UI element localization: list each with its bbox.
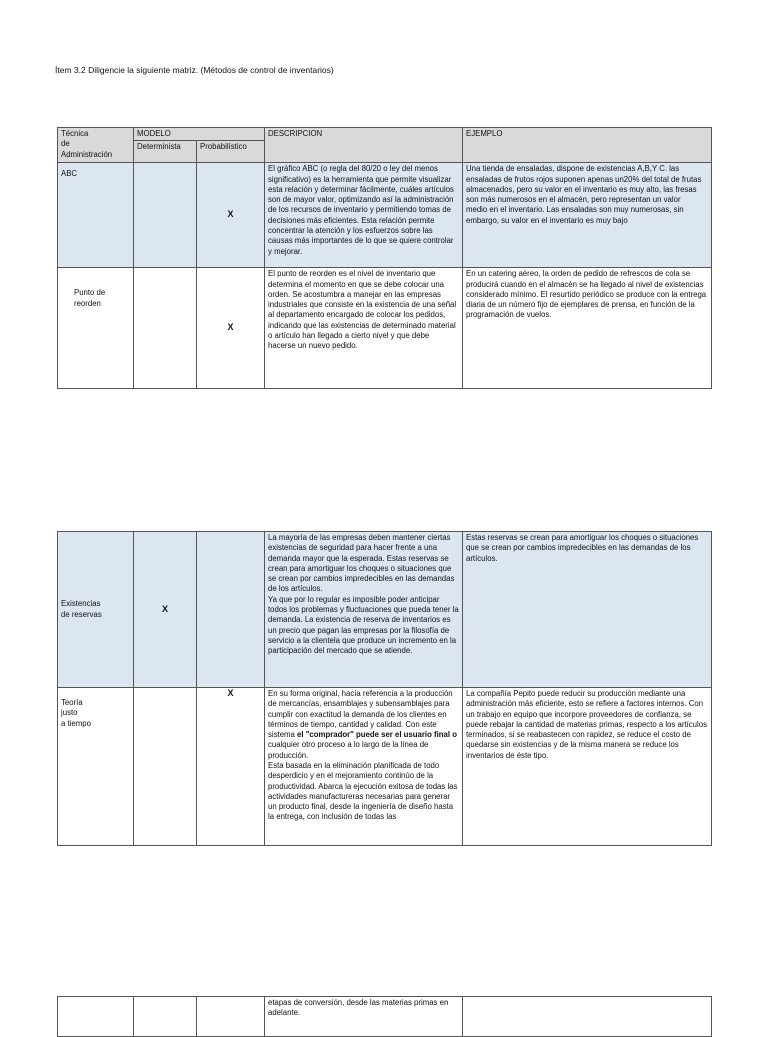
- tecnica-cell: Existencias de reservas: [58, 532, 134, 688]
- header-probabilistico: Probabilístico: [197, 141, 265, 163]
- descripcion-bold-text: el "comprador" puede ser el usuario final o: [297, 730, 457, 740]
- header-ejemplo: EJEMPLO: [463, 128, 712, 163]
- descripcion-text-b: cualquier otro proceso a lo largo de la línea de producción. Esta basada en la eliminación planificada de todo desperdicio y en el mejoramiento continúo de la productividad. Abarca la ejecución exitosa de todas las actividades manufactureras necesarias para generar un producto final, desde la ingeniería de diseño hasta la entrega, con inclusión de todas las: [268, 740, 458, 822]
- header-tecnica: Técnica de Administración: [58, 128, 134, 163]
- probabilistico-mark: X: [197, 268, 265, 389]
- table-row-abc: [58, 163, 712, 268]
- header-modelo: MODELO: [134, 128, 265, 141]
- probabilistico-mark: X: [197, 163, 265, 268]
- determinista-cell: [134, 688, 197, 846]
- ejemplo-cell: Una tienda de ensaladas, dispone de existencias A,B,Y C. las ensaladas de frutos rojos suponen apenas un20% del total de frutas almacenados, pero su valor en el inventario es muy alto, las fresas son más numerosos en el almacén, pero representan un valor medio en el inventario. Las ensaladas son muy numerosas, sin embargo, su valor en el inventario es muy bajo: [463, 163, 712, 268]
- tecnica-cell: [58, 997, 134, 1037]
- descripcion-cell: etapas de conversión, desde las materias primas en adelante.: [265, 997, 463, 1037]
- inventory-matrix-table-2: [57, 531, 712, 846]
- ejemplo-cell: Estas reservas se crean para amortiguar los choques o situaciones que se crean por cambios impredecibles en las demandas de los artículos.: [463, 532, 712, 688]
- probabilistico-mark: X: [197, 688, 265, 846]
- determinista-cell: [134, 997, 197, 1037]
- descripcion-cell: [265, 688, 463, 846]
- header-determinista: Determinista: [134, 141, 197, 163]
- descripcion-cell: El gráfico ABC (o regla del 80/20 o ley del menos significativo) es la herramienta que permite visualizar esta relación y determinar fácilmente, cuáles artículos son de mayor valor, optimizando así la administración de los recursos de inventario y permitiendo tomas de decisiones más eficientes. Esta relación permite concentrar la atención y los esfuerzos sobre las causas más importantes de lo que se quiere controlar y mejorar.: [265, 163, 463, 268]
- table-header-row: [58, 128, 712, 141]
- table-row-existencias-de-reservas: [58, 532, 712, 688]
- table-row-punto-de-reorden: [58, 268, 712, 389]
- tecnica-cell: ABC: [58, 163, 134, 268]
- descripcion-cell: El punto de reorden es el nivel de inventario que determina el momento en que se debe colocar una orden. Se acostumbra a manejar en las empresas industriales que consiste en la existencia de una señal al departamento encargado de colocar los pedidos, indicando que las existencias de determinado material o artículo han llegado a cierto nivel y que debe hacerse un nuevo pedido.: [265, 268, 463, 389]
- descripcion-cell: La mayoría de las empresas deben mantener ciertas existencias de seguridad para hacer frente a una demanda mayor que la esperada. Estas reservas se crean para amortiguar los choques o situaciones que se crean por cambios impredecibles en las demandas de los artículos. Ya que por lo regular es imposible poder anticipar todos los problemas y fluctuaciones que pueda tener la demanda. La existencia de reserva de inventarios es un precio que pagan las empresas por la filosofía de servicio a la clientela que produce un incremento en la participación del mercado que se atiende.: [265, 532, 463, 688]
- page-title: Ítem 3.2 Diligencie la siguiente matriz. (Métodos de control de inventarios): [55, 65, 334, 75]
- probabilistico-cell: [197, 997, 265, 1037]
- table-row-continuation: [58, 997, 712, 1037]
- ejemplo-cell: [463, 997, 712, 1037]
- tecnica-cell: Punto de reorden: [58, 268, 134, 389]
- table-row-teoria-justo-a-tiempo: [58, 688, 712, 846]
- probabilistico-cell: [197, 532, 265, 688]
- ejemplo-cell: En un catering aéreo, la orden de pedido de refrescos de cola se producirá cuando en el almacén se ha llegado al nivel de existencias considerado mínimo. El resurtido periódico se produce con la entrega diaria de un número fijo de ejemplares de prensa, en función de la programación de vuelos.: [463, 268, 712, 389]
- inventory-matrix-table-1: [57, 127, 712, 389]
- ejemplo-cell: La compañía Pepito puede reducir su producción mediante una administración más eficiente, esto se refiere a factores internos. Con un trabajo en equipo que incorpore proveedores de confianza, se puede rebajar la cantidad de materias primas, respecto a los artículos terminados, si se reabastecen con rapidez, se reduce el costo de quedarse sin existencias y de la misma manera se reduce los inventarios de éste tipo.: [463, 688, 712, 846]
- determinista-cell: [134, 268, 197, 389]
- determinista-mark: X: [134, 532, 197, 688]
- inventory-matrix-table-3: [57, 996, 712, 1037]
- tecnica-cell: Teoría justo a tiempo: [58, 688, 134, 846]
- determinista-cell: [134, 163, 197, 268]
- header-descripcion: DESCRIPCION: [265, 128, 463, 163]
- descripcion-text-a: En su forma original, hacía referencia a la producción de mercancías, ensamblajes y subensamblajes para cumplir con exactitud la demanda de los clientes en términos de tiempo, cantidad y calidad. Con este sistema: [268, 689, 453, 740]
